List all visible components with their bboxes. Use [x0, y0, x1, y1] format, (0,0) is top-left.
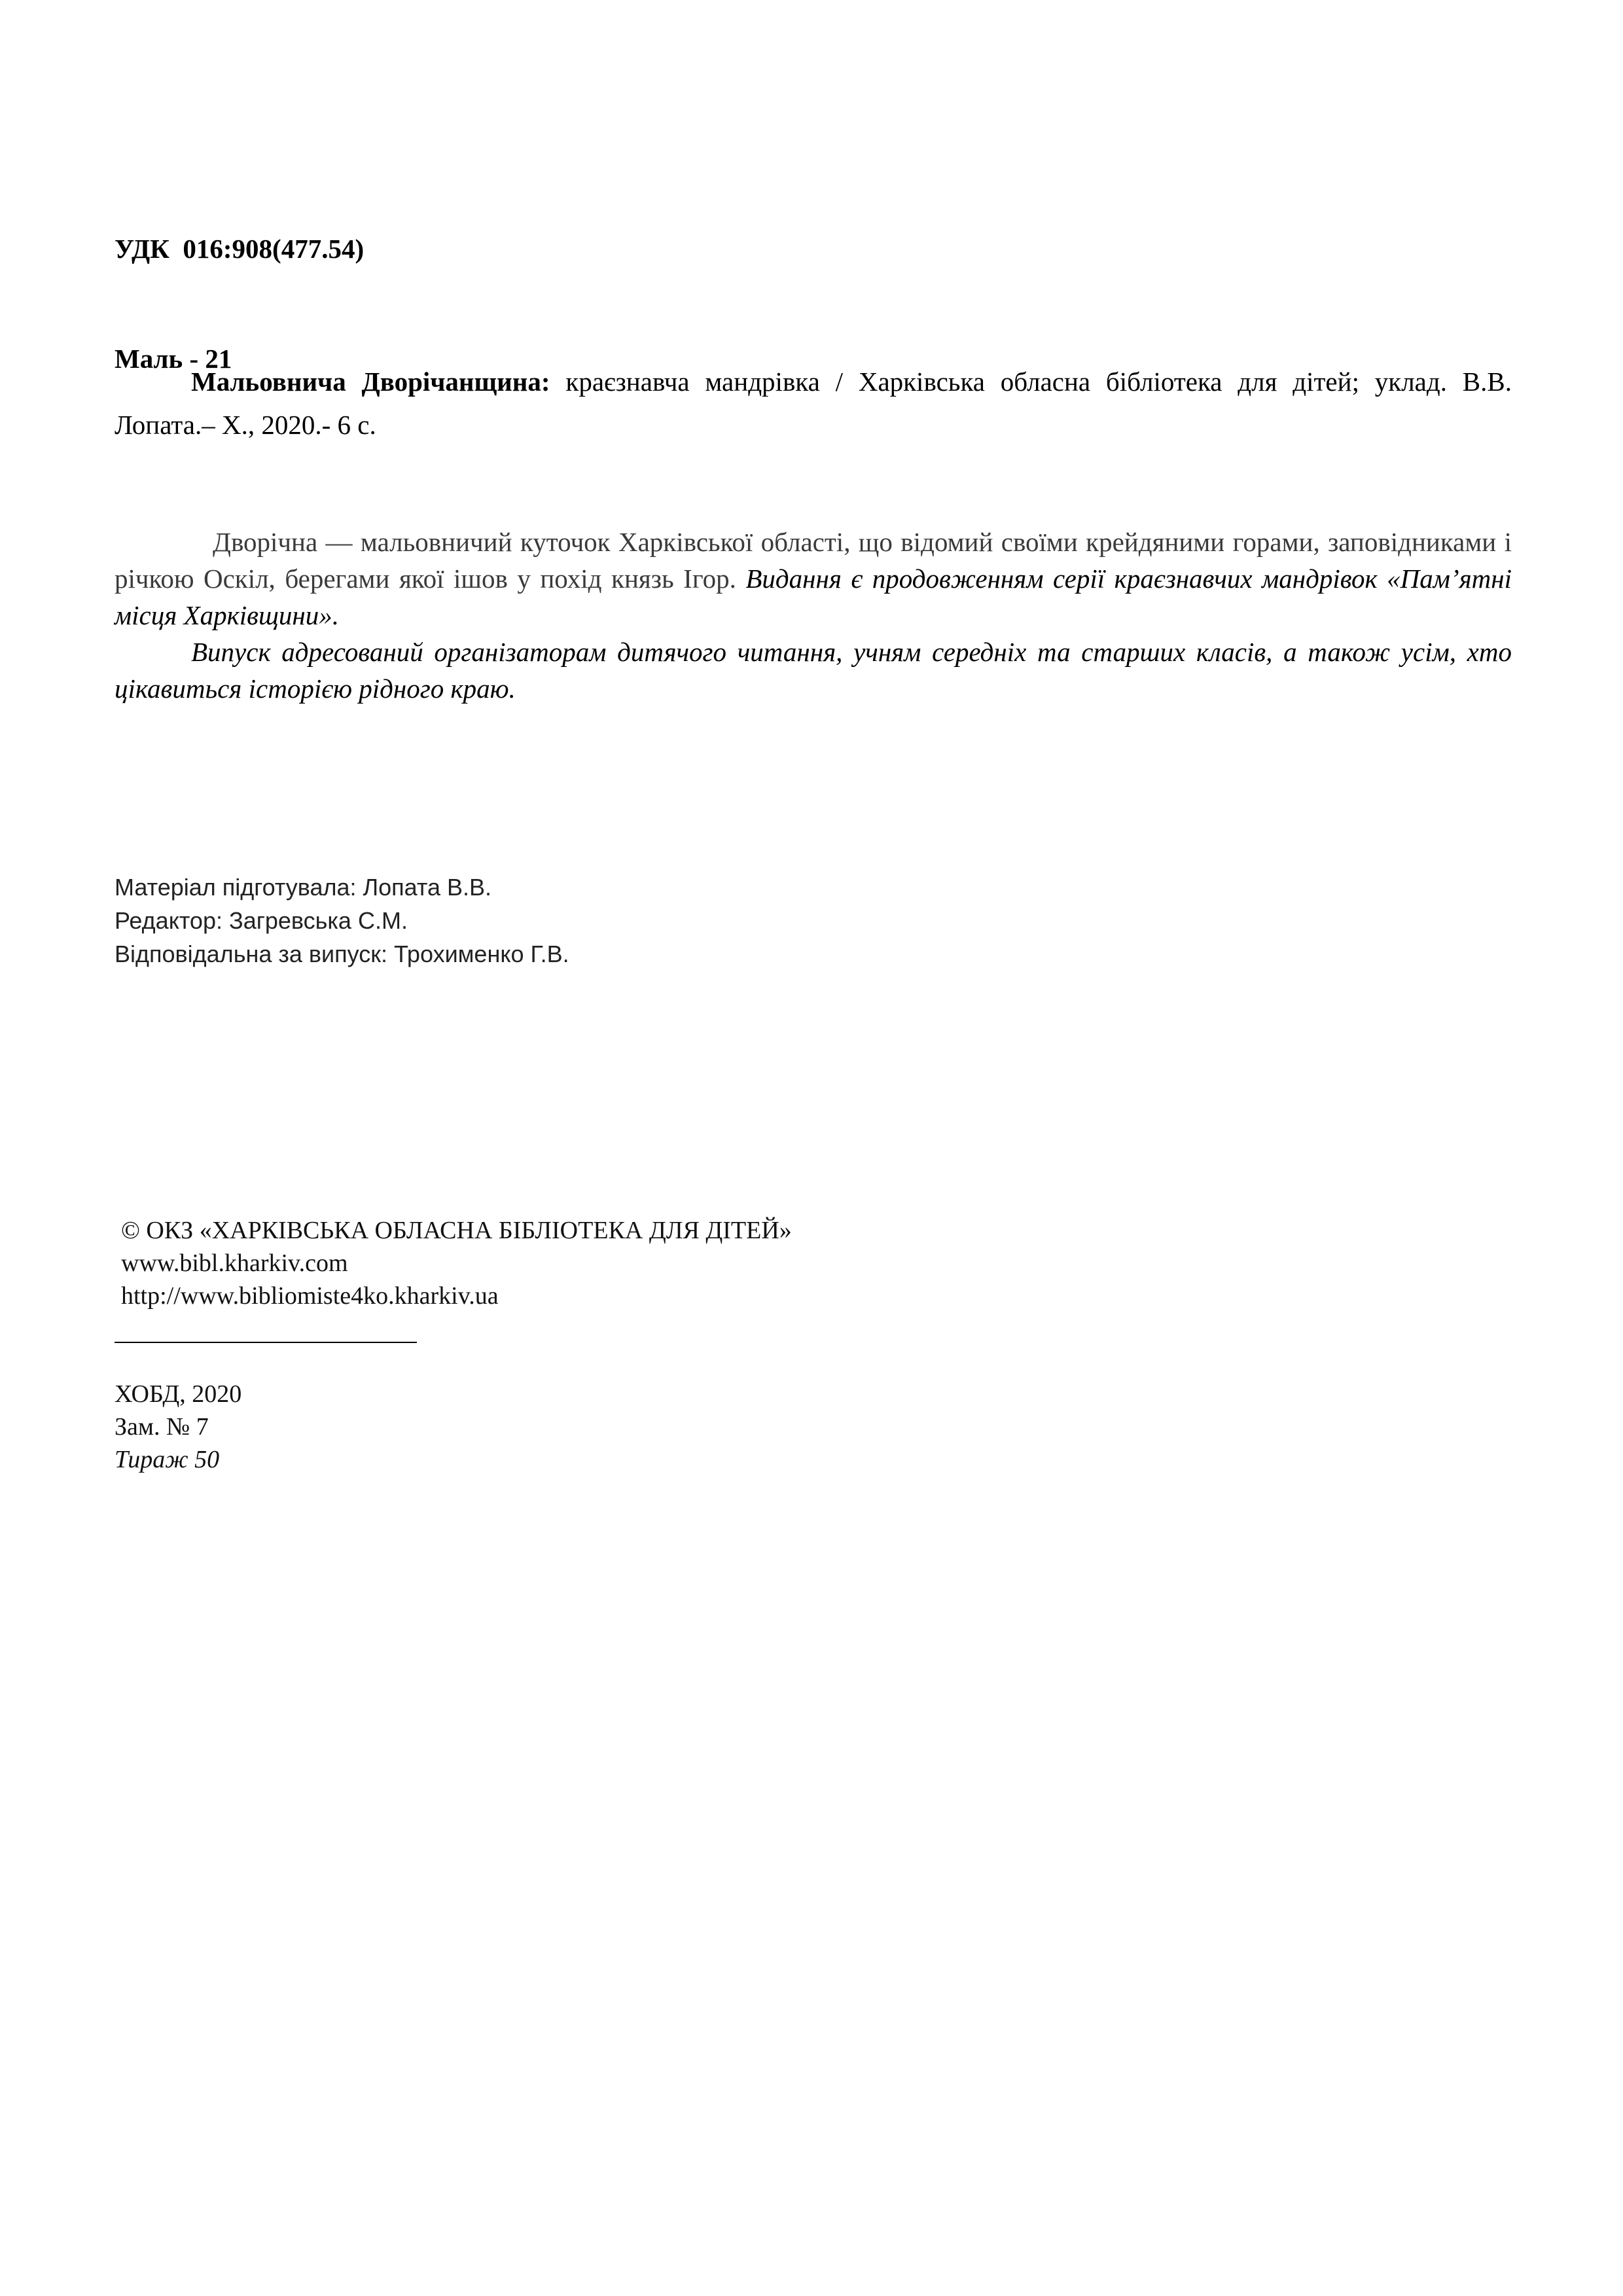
copyright-holder: © ОКЗ «ХАРКІВСЬКА ОБЛАСНА БІБЛІОТЕКА ДЛЯ ДІТЕЙ» — [121, 1217, 792, 1244]
udk-code: УДК 016:908(477.54) — [115, 234, 365, 264]
annotation-paragraph-2: Випуск адресований організаторам дитячого читання, учням середніх та старших класів, а також усім, хто цікавиться історією рідного краю. — [115, 637, 1512, 704]
bibliographic-record — [115, 360, 1512, 446]
divider-line — [115, 1342, 417, 1343]
publisher-year: ХОБД, 2020 — [115, 1380, 242, 1408]
annotation — [115, 524, 1512, 707]
annotation-series-note: Видання є продовженням серії краєзнавчих мандрівок «Пам’ятні місця Харківщини». — [115, 564, 1512, 630]
credits-block — [115, 870, 569, 971]
annotation-description: Дворічна — мальовничий куточок Харківської області, що відомий своїми крейдяними горами, заповідниками і річкою Оскіл, берегами якої ішов у похід князь Ігор. — [115, 527, 1512, 594]
prepared-by: Матеріал підготувала: Лопата В.В. — [115, 874, 492, 901]
editor: Редактор: Загревська С.М. — [115, 907, 408, 934]
print-run: Тираж 50 — [115, 1446, 220, 1473]
annotation-paragraph-1 — [115, 524, 1512, 634]
website-link-1: www.bibl.kharkiv.com — [121, 1249, 348, 1277]
website-link-2: http://www.bibliomiste4ko.kharkiv.ua — [121, 1282, 499, 1310]
copyright-block — [121, 1214, 792, 1312]
publication-title: Мальовнича Дворічанщина: — [191, 367, 550, 397]
imprint-block — [115, 1378, 241, 1476]
author-sign: Маль - 21 — [115, 344, 232, 374]
responsible-person: Відповідальна за випуск: Трохименко Г.В. — [115, 941, 569, 967]
order-number: Зам. № 7 — [115, 1413, 209, 1441]
publication-details: краєзнавча мандрівка / Харківська обласна бібліотека для дітей; уклад. В.В. Лопата.– Х., 2020.- 6 с. — [115, 367, 1512, 440]
